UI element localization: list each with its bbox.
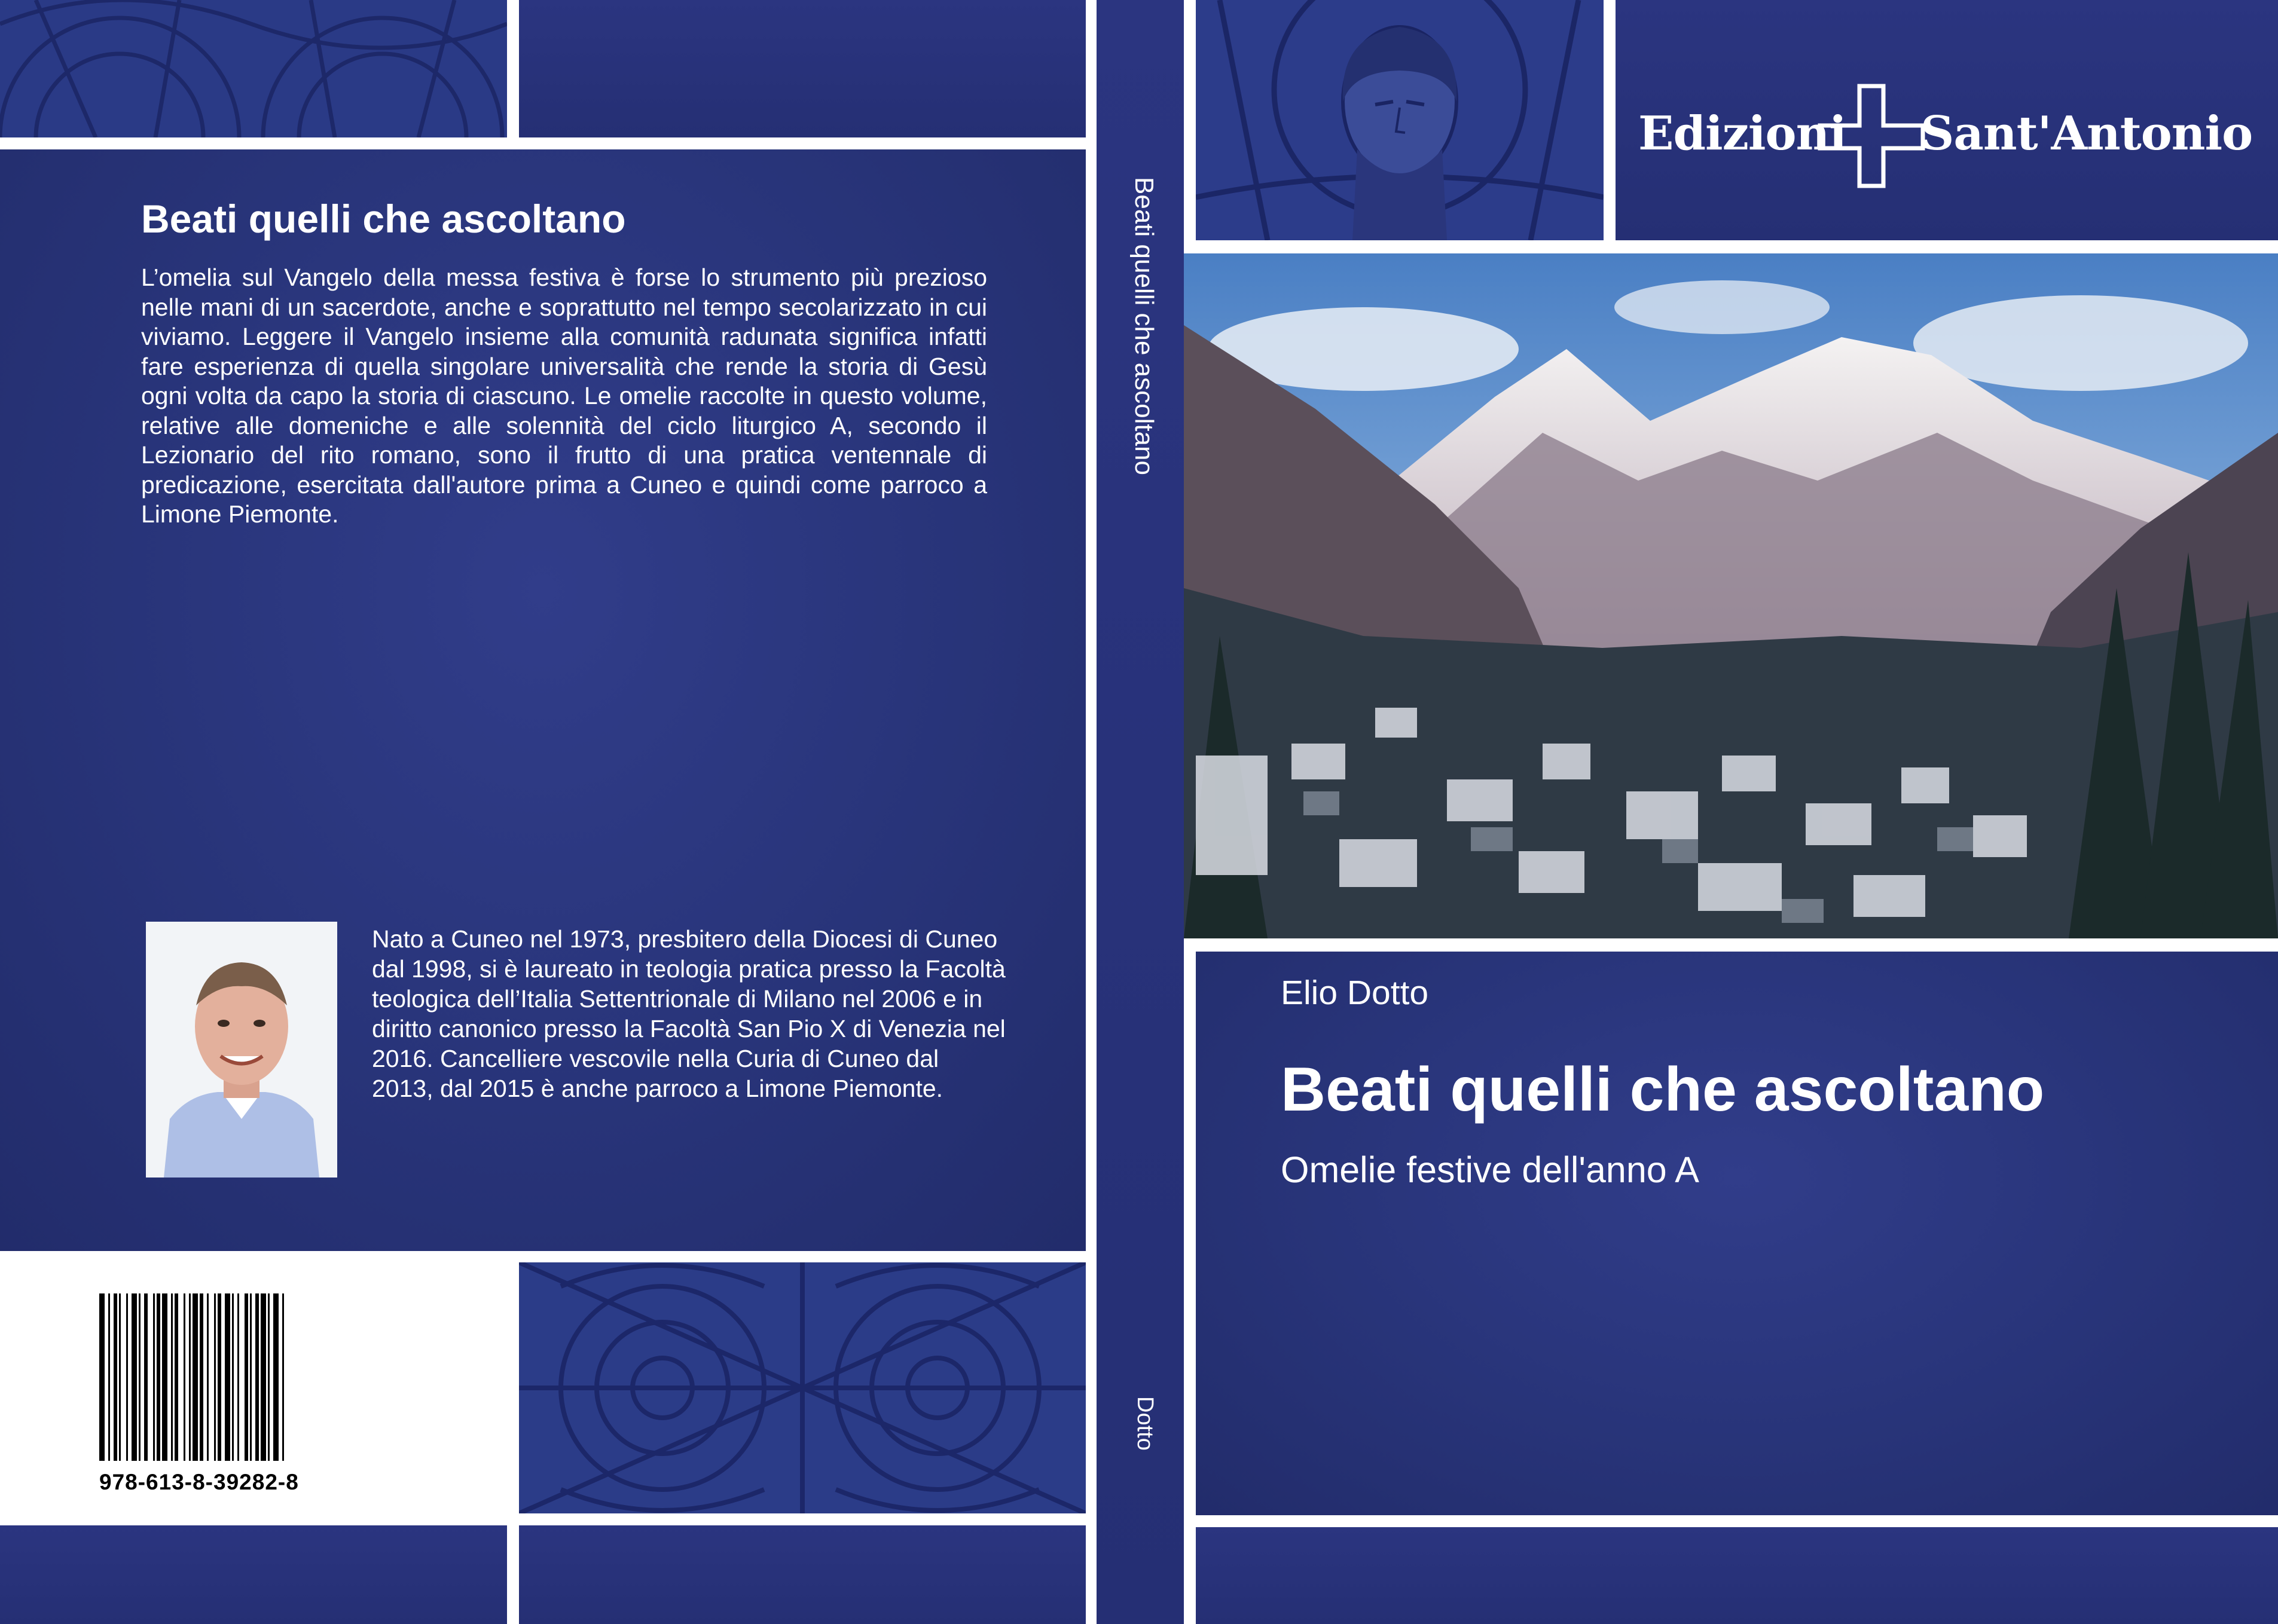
front-bottom-panel [1196,1527,2278,1624]
front-main-panel [1196,952,2278,1515]
back-top-right-panel [519,0,1086,137]
back-cover-title: Beati quelli che ascoltano [141,197,626,241]
back-bottom-left-panel [0,1525,507,1624]
author-bio: Nato a Cuneo nel 1973, presbitero della Diocesi di Cuneo dal 1998, si è laureato in teologia pratica presso la Facoltà teologica dell’Italia Settentrionale di Milano nel 2006 e in diritto canonico presso la Facoltà San Pio X di Venezia nel 2016. Cancelliere vescovile nella Curia di Cuneo dal 2013, dal 2015 è anche parroco a Limone Piemonte. [372,925,1006,1102]
publisher-logo [1614,84,2253,188]
publisher-logo-left-text: Edizioni [1638,106,1846,161]
publisher-logo-right-text: Sant'Antonio [1920,106,2253,161]
spine-title: Beati quelli che ascoltano [1129,177,1159,475]
front-cover-title: Beati quelli che ascoltano [1281,1055,2045,1124]
back-bottom-right-panel [519,1525,1086,1624]
isbn-number: 978-613-8-39282-8 [99,1470,299,1494]
back-top-left-stained-glass [0,0,507,137]
isbn-barcode [99,1293,409,1461]
front-stained-glass-christ [1196,0,1604,240]
author-photo [146,922,337,1178]
back-cover-blurb: L’omelia sul Vangelo della messa festiva è forse lo strumento più prezioso nelle mani di un sacerdote, anche e soprattutto nel tempo secolarizzato in cui viviamo. Leggere il Vangelo insieme alla comunità radunata significa infatti fare esperienza di quella singolare universalità che rende la storia di Gesù ogni volta da capo la storia di ciascuno. Le omelie raccolte in questo volume, relative alle domeniche e alle solennità del ciclo liturgico A, secondo il Lezionario del rito romano, sono il frutto di una pratica ventennale di predicazione, esercitata dall'autore prima a Cuneo e quindi come parroco a Limone Piemonte. [141,264,987,528]
cover-photo-mountain-village [1184,253,2278,938]
front-cover-author: Elio Dotto [1281,974,1429,1012]
cross-icon [1818,84,1925,188]
back-bottom-right-stained-glass [519,1262,1086,1513]
front-cover-subtitle: Omelie festive dell'anno A [1281,1149,1699,1190]
spine-author: Dotto [1132,1396,1158,1451]
